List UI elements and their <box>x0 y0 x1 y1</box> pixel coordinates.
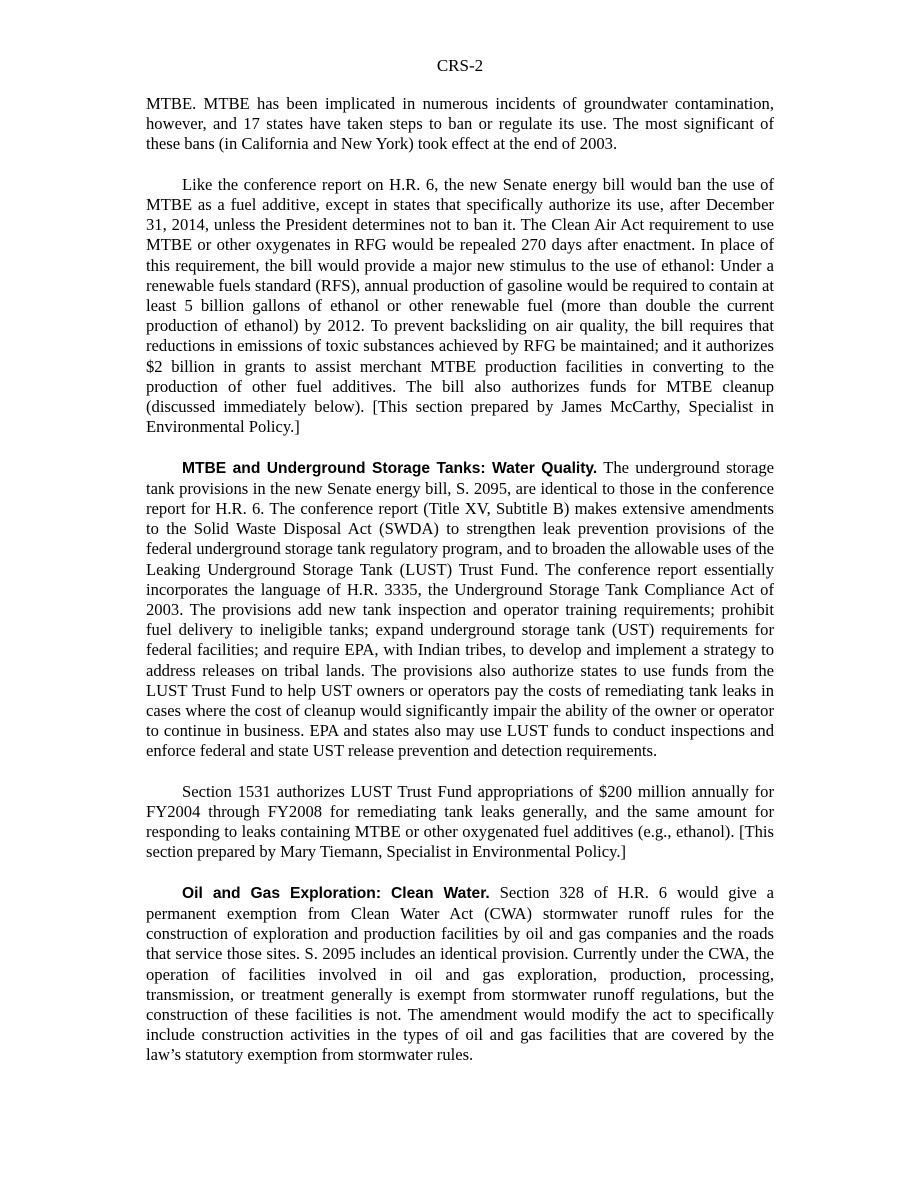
section-heading-oil-gas: Oil and Gas Exploration: Clean Water. <box>182 884 490 902</box>
section-heading-mtbe-ust: MTBE and Underground Storage Tanks: Water Quality. <box>182 459 598 477</box>
document-body <box>146 94 774 1086</box>
paragraph-lust-appropriations: Section 1531 authorizes LUST Trust Fund appropriations of $200 million annually for FY2004 through FY2008 for remediating tank leaks generally, and the same amount for responding to leaks containing MTBE or other oxygenated fuel additives (e.g., ethanol). [This section prepared by Mary Tiemann, Specialist in Environmental Policy.] <box>146 781 774 862</box>
paragraph-underground-storage-tanks <box>146 458 774 762</box>
section-body-oil-gas: Section 328 of H.R. 6 would give a permanent exemption from Clean Water Act (CWA) stormwater runoff rules for the construction of exploration and production facilities by oil and gas companies and the roads that service those sites. S. 2095 includes an identical provision. Currently under the CWA, the operation of facilities involved in oil and gas exploration, production, processing, transmission, or treatment generally is exempt from stormwater runoff regulations, but the construction of these facilities is not. The amendment would modify the act to specifically include construction activities in the types of oil and gas facilities that are covered by the law’s statutory exemption from stormwater rules. <box>146 882 774 1065</box>
paragraph-senate-bill-mtbe: Like the conference report on H.R. 6, the new Senate energy bill would ban the use of MTBE as a fuel additive, except in states that specifically authorize its use, after December 31, 2014, unless the President determines not to ban it. The Clean Air Act requirement to use MTBE or other oxygenates in RFG would be repealed 270 days after enactment. In place of this requirement, the bill would provide a major new stimulus to the use of ethanol: Under a renewable fuels standard (RFS), annual production of gasoline would be required to contain at least 5 billion gallons of ethanol or other renewable fuel (more than double the current production of ethanol) by 2012. To prevent backsliding on air quality, the bill requires that reductions in emissions of toxic substances achieved by RFG be maintained; and it authorizes $2 billion in grants to assist merchant MTBE production facilities in converting to the production of other fuel additives. The bill also authorizes funds for MTBE cleanup (discussed immediately below). [This section prepared by James McCarthy, Specialist in Environmental Policy.] <box>146 174 774 437</box>
paragraph-mtbe-intro: MTBE. MTBE has been implicated in numerous incidents of groundwater contamination, however, and 17 states have taken steps to ban or regulate its use. The most significant of these bans (in California and New York) took effect at the end of 2003. <box>146 94 774 154</box>
page-header: CRS-2 <box>436 56 484 75</box>
section-body-mtbe-ust: The underground storage tank provisions in the new Senate energy bill, S. 2095, are identical to those in the conference report for H.R. 6. The conference report (Title XV, Subtitle B) makes extensive amendments to the Solid Waste Disposal Act (SWDA) to strengthen leak prevention provisions of the federal underground storage tank regulatory program, and to broaden the allowable uses of the Leaking Underground Storage Tank (LUST) Trust Fund. The conference report essentially incorporates the language of H.R. 3335, the Underground Storage Tank Compliance Act of 2003. The provisions add new tank inspection and operator training requirements; prohibit fuel delivery to ineligible tanks; expand underground storage tank (UST) requirements for federal facilities; and require EPA, with Indian tribes, to develop and implement a strategy to address releases on tribal lands. The provisions also authorize states to use funds from the LUST Trust Fund to help UST owners or operators pay the costs of remediating tank leaks in cases where the cost of cleanup would significantly impair the ability of the owner or operator to continue in business. EPA and states also may use LUST funds to conduct inspections and enforce federal and state UST release prevention and detection requirements. <box>146 457 774 761</box>
paragraph-oil-gas-exploration <box>146 883 774 1066</box>
